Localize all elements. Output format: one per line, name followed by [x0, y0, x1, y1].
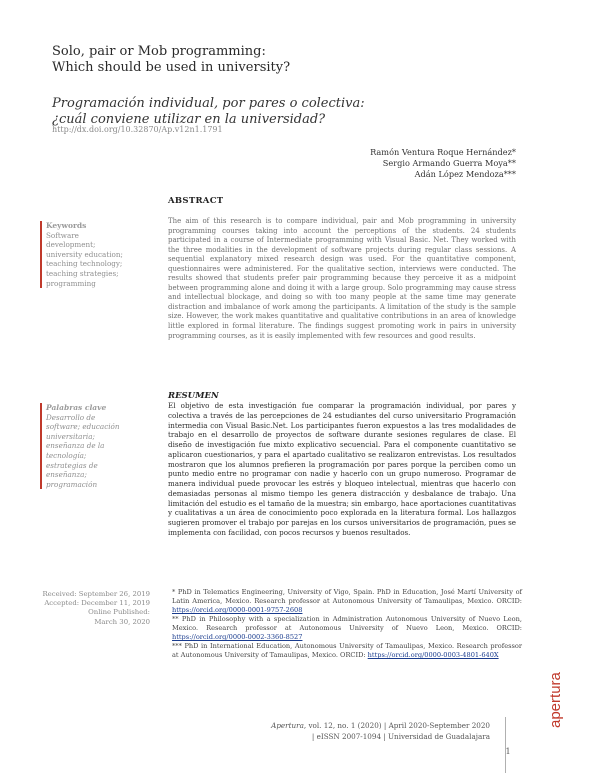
resumen-text: El objetivo de esta investigación fue comparar la programación individual, por pares y colectiva a través de las percepciones de 24 estudiantes del curso universitario Programación intermedia con Visual Basic.Net. Los participantes fueron expuestos a las tres modalidades de trabajo en el desarrollo de proyectos de software durante sesiones regulares de clase. El diseño de investigación fue mixto explicativo secuencial. Para el componente cuantitativo se aplicaron cuestionarios, y para el apartado cualitativo se realizaron entrevistas. Los resultados mostraron que los alumnos prefieren la programación por pares porque la perciben como un punto medio entre no programar con nadie y hacerlo con un grupo numeroso. Programar de manera individual puede provocar les estrés y bloqueo intelectual, mientras que hacerlo con demasiadas personas al mismo tiempo les genera distracción y desbalance de trabajo. Una limitación del estudio es el tamaño de la muestra; sin embargo, hace aportaciones cuantitativas y cualitativas a un área de conocimiento poco explorada en la literatura formal. Los hallazgos sugieren promover el trabajo por parejas en los cursos universitarios de programación, pues se implementa con facilidad, con pocos recursos y buenos resultados.: [168, 401, 516, 537]
page-number: 1: [505, 747, 511, 756]
footnote-2: [172, 615, 522, 642]
journal-volume: , vol. 12, no. 1 (2020) | April 2020-September 2020: [303, 721, 490, 730]
journal-issn: | eISSN 2007-1094 | Universidad de Guadalajara: [311, 732, 490, 741]
footnote-1-text: * PhD in Telematics Engineering, University of Vigo, Spain. PhD in Education, José Martí University of Latin America, Mexico. Research professor at Autonomous University of Tamaulipas, Mexico. ORCID:: [172, 588, 522, 605]
apertura-logo: [540, 660, 570, 730]
footnote-3-text: *** PhD in International Education, Autonomous University of Tamaulipas, Mexico. Research professor at Autonomous University of Tamaulipas, Mexico. ORCID:: [172, 642, 522, 659]
palabras-clave-box: [40, 403, 126, 489]
footer-divider: [505, 717, 506, 773]
keywords-text: Software development; university education; teaching technology; teaching strategies; programming: [46, 230, 123, 288]
footnote-1: [172, 588, 522, 615]
footnotes: [172, 588, 522, 660]
footer-line-1: [170, 720, 490, 731]
online-label: Online Published:: [88, 608, 150, 617]
footnote-2-orcid-link[interactable]: https://orcid.org/0000-0002-3360-8527: [172, 633, 303, 641]
footnote-3: [172, 642, 522, 660]
subtitle-line-1: Programación individual, por pares o colectiva:: [52, 96, 365, 111]
author-3: Adán López Mendoza***: [414, 169, 516, 179]
authors-block: [250, 147, 516, 180]
footnote-1-orcid-link[interactable]: https://orcid.org/0000-0001-9757-2608: [172, 606, 303, 614]
online-date: March 30, 2020: [94, 617, 150, 626]
publication-dates: [20, 590, 150, 627]
abstract-heading: ABSTRACT: [168, 196, 224, 206]
journal-name: Apertura: [271, 721, 304, 730]
journal-footer: [170, 720, 490, 742]
received-date: Received: September 26, 2019: [42, 590, 150, 598]
footnote-2-text: ** PhD in Philosophy with a specialization in Administration Autonomous University of Nuevo Leon, Mexico. Research professor at Autonomous University of Nuevo Leon, Mexico. ORCID:: [172, 615, 522, 632]
subtitle-line-2: ¿cuál conviene utilizar en la universidad?: [52, 112, 326, 127]
article-title: [52, 44, 472, 76]
doi-link[interactable]: http://dx.doi.org/10.32870/Ap.v12n1.1791: [52, 125, 223, 134]
accepted-date: Accepted: December 11, 2019: [44, 599, 150, 608]
title-line-1: Solo, pair or Mob programming:: [52, 44, 266, 59]
resumen-heading: RESUMEN: [168, 391, 219, 401]
author-1: Ramón Ventura Roque Hernández*: [370, 147, 516, 157]
palabras-clave-heading: Palabras clave: [46, 403, 107, 412]
title-line-2: Which should be used in university?: [52, 60, 291, 75]
keywords-heading: Keywords: [46, 221, 87, 230]
abstract-text: The aim of this research is to compare individual, pair and Mob programming in university programming courses taking into account the perceptions of the students. 24 students participated in a course of Intermediate programming with Visual Basic. Net. They worked with the three modalities in the development of software projects during regular class sessions. A sequential explanatory mixed research design was used. For the quantitative component, questionnaires were administered. For the qualitative section, interviews were conducted. The results showed that students prefer pair programming because they perceive it as a midpoint between programming alone and doing it with a large group. Solo programming may cause stress and intellectual blockage, and doing so with too many people at the same time may generate distraction and imbalance of work among the participants. A limitation of the study is the sample size. However, the work makes quantitative and qualitative contributions in an area of knowledge little explored in formal literature. The findings suggest promoting work in pairs in university programming courses, as it is easily implemented with few resources and good results.: [168, 217, 516, 340]
footnote-3-orcid-link[interactable]: https://orcid.org/0000-0003-4801-640X: [367, 651, 499, 659]
palabras-clave-text: Desarrollo de software; educación universitaria; enseñanza de la tecnología; estrategias de enseñanza; programación: [46, 412, 120, 489]
author-2: Sergio Armando Guerra Moya**: [382, 158, 516, 168]
article-subtitle: [52, 96, 472, 128]
apertura-logo-text: apertura: [547, 672, 564, 728]
keywords-box: [40, 221, 126, 288]
